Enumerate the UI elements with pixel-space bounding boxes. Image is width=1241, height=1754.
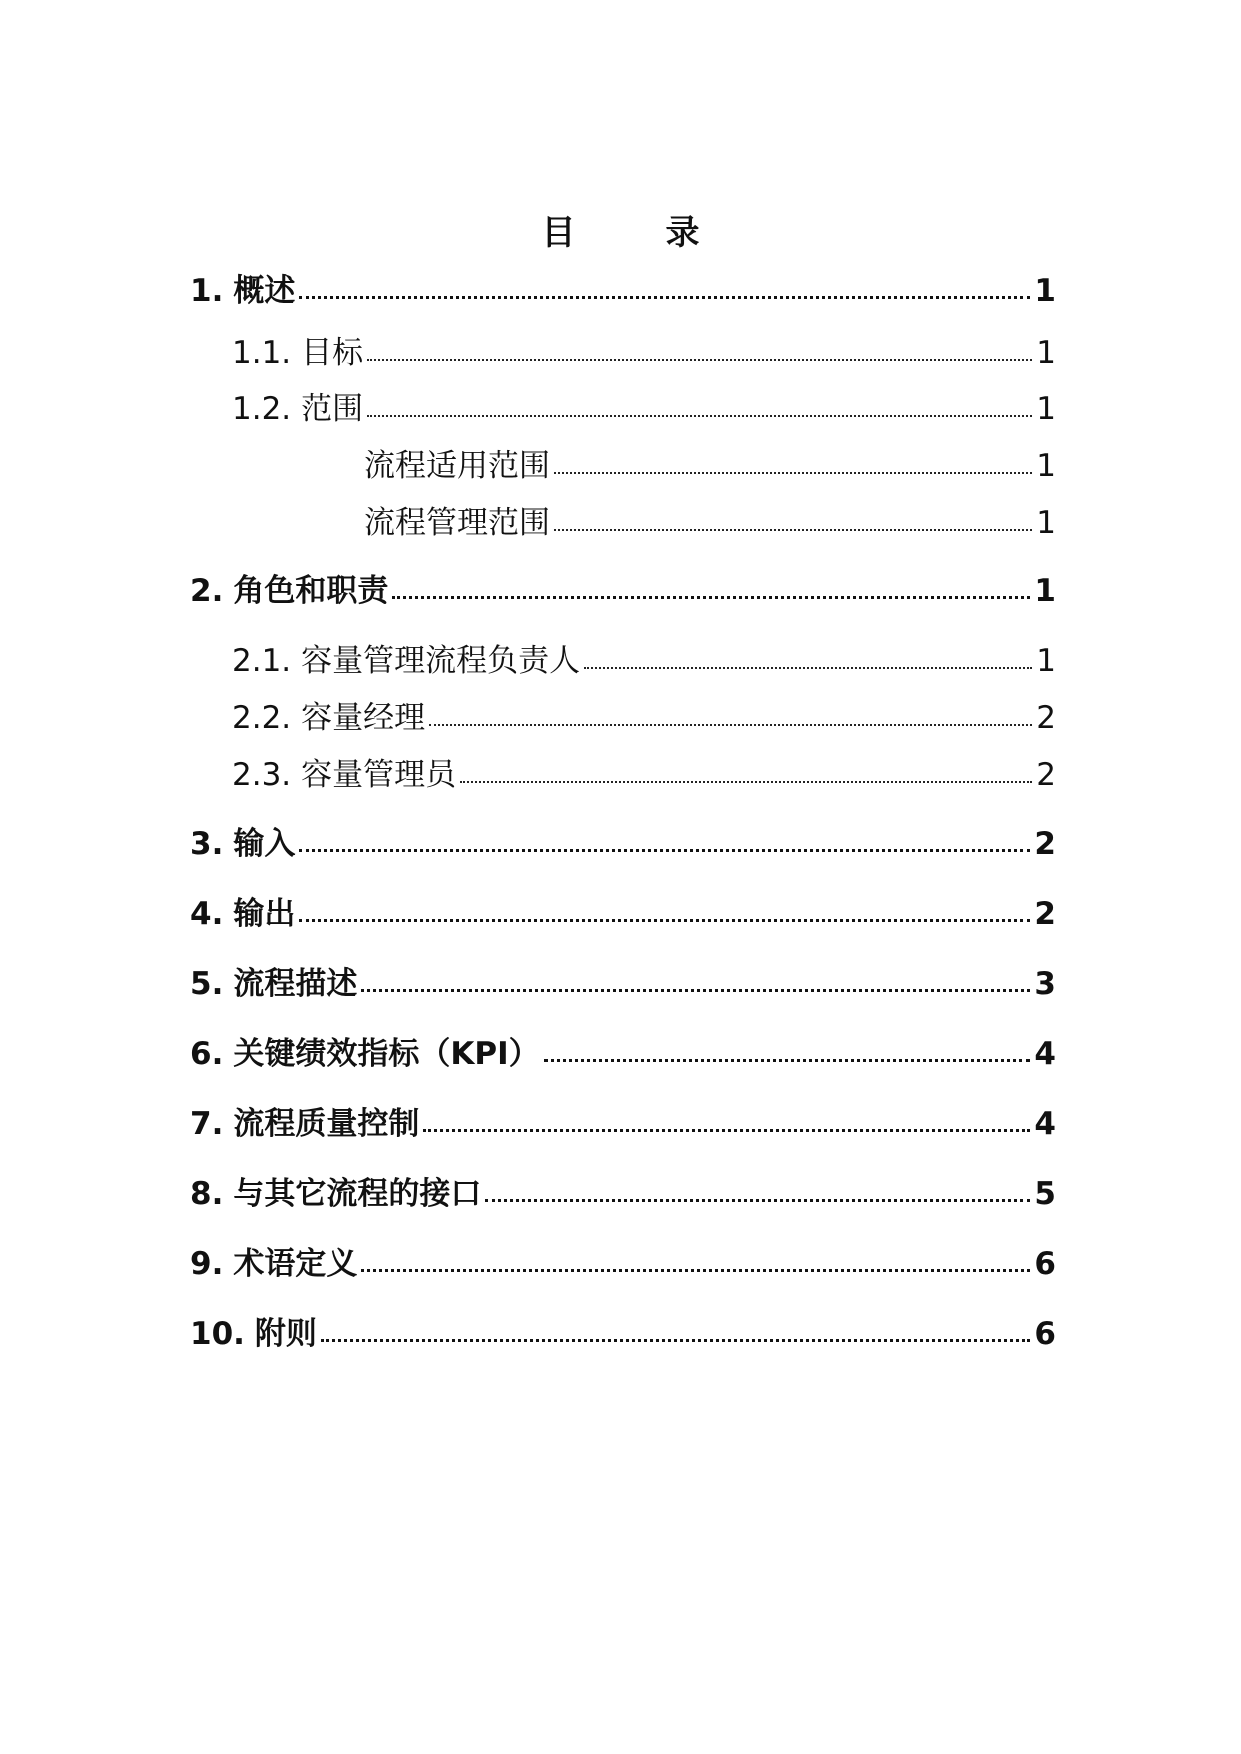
dot-leader	[554, 472, 1032, 474]
dot-leader	[423, 1129, 1030, 1132]
toc-entry[interactable]	[190, 1028, 1056, 1073]
toc-entry-page: 2	[1034, 896, 1056, 932]
toc-entry-title: 流程描述	[233, 966, 358, 1002]
toc-entry[interactable]	[190, 888, 1056, 933]
toc-entry[interactable]	[232, 383, 1056, 428]
toc-entry-number: 2.3.	[232, 757, 292, 793]
toc-entry-title: 流程适用范围	[364, 448, 550, 484]
toc-entry-title: 容量经理	[301, 700, 426, 736]
dot-leader	[321, 1339, 1031, 1342]
toc-entry[interactable]	[190, 818, 1056, 863]
toc-entry[interactable]	[364, 440, 1056, 485]
toc-entry-number: 5.	[190, 966, 224, 1002]
toc-entry-page: 1	[1034, 573, 1056, 609]
toc-entry-number: 8.	[190, 1176, 224, 1212]
dot-leader	[392, 596, 1030, 599]
toc-entry-number: 4.	[190, 896, 224, 932]
toc-entry[interactable]	[232, 635, 1056, 680]
toc-entry-page: 2	[1036, 757, 1056, 793]
toc-entry-number: 2.1.	[232, 643, 292, 679]
dot-leader	[367, 415, 1032, 417]
dot-leader	[361, 1269, 1030, 1272]
toc-entry-page: 3	[1034, 966, 1056, 1002]
toc-entry-page: 1	[1036, 335, 1056, 371]
toc-entry-page: 1	[1036, 505, 1056, 541]
toc-entry-page: 1	[1036, 448, 1056, 484]
toc-entry-title: 角色和职责	[233, 573, 389, 609]
toc-entry-page: 5	[1034, 1176, 1056, 1212]
toc-entry[interactable]	[364, 497, 1056, 542]
toc-entry-page: 1	[1036, 391, 1056, 427]
toc-entry-page: 2	[1036, 700, 1056, 736]
toc-entry[interactable]	[190, 1168, 1056, 1213]
toc-entry-title: 关键绩效指标（KPI）	[233, 1036, 540, 1072]
dot-leader	[299, 849, 1030, 852]
toc-entry-title: 目标	[301, 335, 364, 371]
dot-leader	[299, 919, 1030, 922]
toc-entry-title: 容量管理员	[301, 757, 457, 793]
toc-entry-title: 流程质量控制	[233, 1106, 420, 1142]
toc-entry[interactable]	[232, 692, 1056, 737]
toc-entry-page: 2	[1034, 826, 1056, 862]
toc-entry-title: 范围	[301, 391, 364, 427]
toc-entry-page: 4	[1034, 1036, 1056, 1072]
dot-leader	[485, 1199, 1030, 1202]
toc-entry-title: 与其它流程的接口	[233, 1176, 482, 1212]
toc-entry-number: 1.	[190, 273, 224, 309]
toc-entry[interactable]	[232, 327, 1056, 372]
toc-entry-page: 1	[1036, 643, 1056, 679]
toc-entry-page: 6	[1034, 1246, 1056, 1282]
dot-leader	[299, 296, 1030, 299]
toc-entry[interactable]	[190, 958, 1056, 1003]
toc-entry[interactable]	[190, 1308, 1056, 1353]
toc-entry-number: 6.	[190, 1036, 224, 1072]
toc-entry-number: 1.2.	[232, 391, 292, 427]
dot-leader	[544, 1059, 1031, 1062]
toc-entry-page: 1	[1034, 273, 1056, 309]
toc-entry-title: 流程管理范围	[364, 505, 550, 541]
dot-leader	[554, 529, 1032, 531]
toc-entry-title: 术语定义	[233, 1246, 358, 1282]
toc-entry-number: 2.	[190, 573, 224, 609]
dot-leader	[367, 359, 1032, 361]
toc-entry-number: 10.	[190, 1316, 245, 1352]
toc-entry-title: 附则	[254, 1316, 317, 1352]
toc-entry[interactable]	[190, 265, 1056, 310]
toc-entry[interactable]	[190, 565, 1056, 610]
toc-entry-page: 4	[1034, 1106, 1056, 1142]
toc-entry-number: 9.	[190, 1246, 224, 1282]
dot-leader	[584, 667, 1032, 669]
dot-leader	[460, 781, 1032, 783]
toc-entry[interactable]	[190, 1238, 1056, 1283]
toc-entry-title: 概述	[233, 273, 296, 309]
dot-leader	[429, 724, 1032, 726]
toc-entry-number: 7.	[190, 1106, 224, 1142]
toc-title: 目 录	[541, 213, 728, 253]
toc-entry[interactable]	[190, 1098, 1056, 1143]
toc-entry-number: 1.1.	[232, 335, 292, 371]
toc-entry[interactable]	[232, 749, 1056, 794]
dot-leader	[361, 989, 1030, 992]
toc-entry-title: 输入	[233, 826, 296, 862]
toc-entry-title: 容量管理流程负责人	[301, 643, 581, 679]
toc-entry-title: 输出	[233, 896, 296, 932]
toc-entry-number: 3.	[190, 826, 224, 862]
toc-entry-number: 2.2.	[232, 700, 292, 736]
toc-entry-page: 6	[1034, 1316, 1056, 1352]
